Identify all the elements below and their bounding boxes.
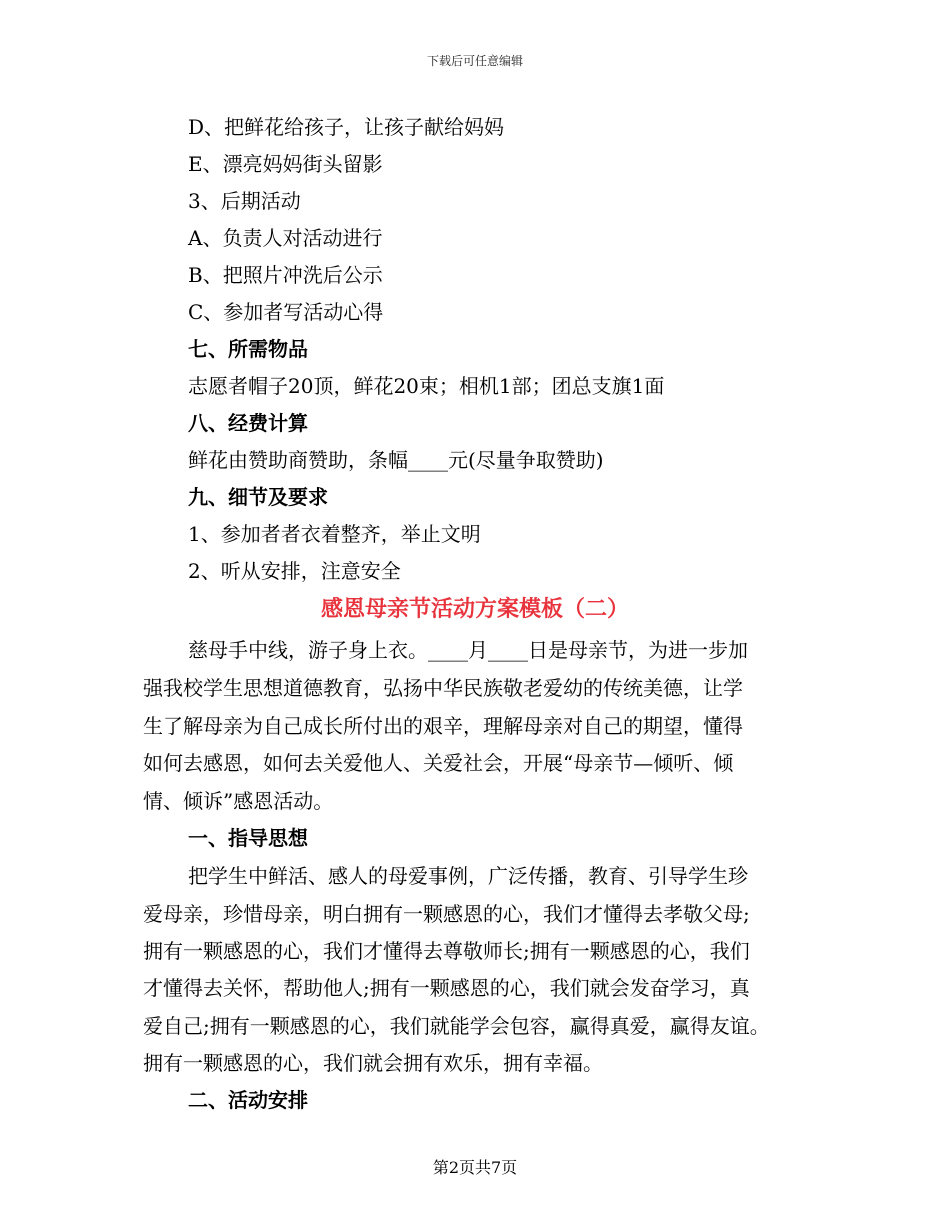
guide-line: 把学生中鲜活、感人的母爱事例，广泛传播，教育、引导学生珍: [188, 864, 748, 888]
arrangement-heading: 二、活动安排: [188, 1088, 308, 1112]
intro-line: 强我校学生思想道德教育，弘扬中华民族敬老爱幼的传统美德，让学: [143, 676, 743, 700]
page-footer: 第2页共7页: [432, 1158, 518, 1177]
section-8-heading: 八、经费计算: [188, 411, 308, 435]
section-9-heading: 九、细节及要求: [188, 485, 328, 509]
requirement-2: 2、听从安排，注意安全: [188, 559, 401, 583]
requirement-1: 1、参加者者衣着整齐，举止文明: [188, 522, 481, 546]
page-header: 下载后可任意编辑: [426, 54, 523, 68]
guide-line: 爱自己;拥有一颗感恩的心，我们就能学会包容，赢得真爱，赢得友谊。: [143, 1014, 770, 1038]
document-title: 感恩母亲节活动方案模板（二）: [320, 596, 629, 622]
intro-line: 情、倾诉”感恩活动。: [143, 789, 334, 813]
item-e: E、漂亮妈妈街头留影: [188, 152, 383, 176]
step-3-heading: 3、后期活动: [188, 189, 301, 213]
item-b: B、把照片冲洗后公示: [188, 263, 383, 287]
guide-heading: 一、指导思想: [188, 826, 308, 850]
guide-line: 爱母亲，珍惜母亲，明白拥有一颗感恩的心，我们才懂得去孝敬父母;: [143, 902, 750, 926]
intro-line: 慈母手中线，游子身上衣。____月____日是母亲节，为进一步加: [188, 638, 748, 662]
intro-line: 如何去感恩，如何去关爱他人、关爱社会，开展“母亲节—倾听、倾: [143, 751, 734, 775]
item-c: C、参加者写活动心得: [188, 300, 384, 324]
guide-line: 拥有一颗感恩的心，我们就会拥有欢乐，拥有幸福。: [143, 1051, 603, 1075]
guide-line: 拥有一颗感恩的心，我们才懂得去尊敬师长;拥有一颗感恩的心，我们: [143, 939, 750, 963]
intro-line: 生了解母亲为自己成长所付出的艰辛，理解母亲对自己的期望，懂得: [143, 714, 743, 738]
budget-text: 鲜花由赞助商赞助，条幅____元(尽量争取赞助): [188, 448, 604, 472]
guide-line: 才懂得去关怀，帮助他人;拥有一颗感恩的心，我们就会发奋学习，真: [143, 976, 750, 1000]
materials-text: 志愿者帽子20顶，鲜花20束；相机1部；团总支旗1面: [188, 374, 665, 398]
section-7-heading: 七、所需物品: [188, 337, 308, 361]
item-a: A、负责人对活动进行: [188, 226, 383, 250]
item-d: D、把鲜花给孩子，让孩子献给妈妈: [188, 115, 505, 139]
